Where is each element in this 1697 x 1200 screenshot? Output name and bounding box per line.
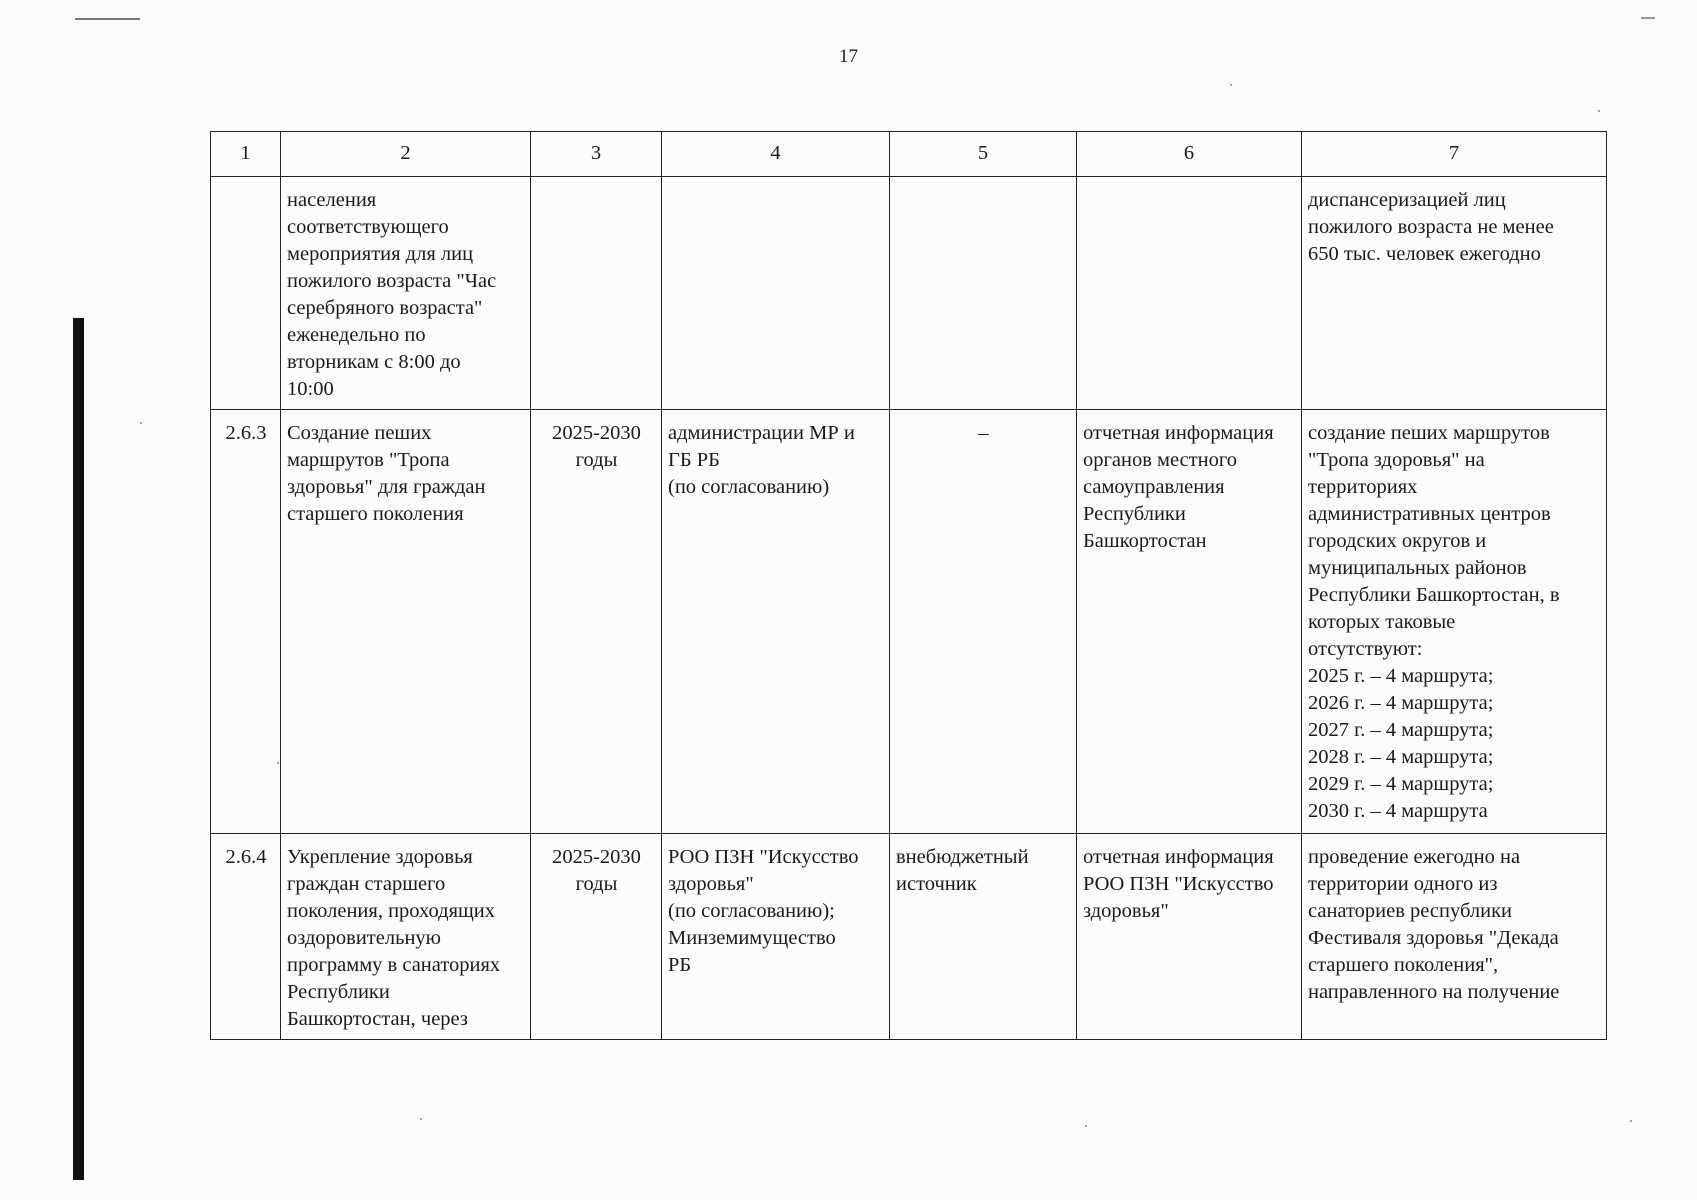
scan-speck	[1598, 110, 1600, 112]
cell-executor: администрации МР и ГБ РБ (по согласованию)	[662, 410, 890, 834]
plan-table	[210, 131, 1607, 1040]
table-header-row	[211, 132, 1607, 177]
scan-speck	[420, 1118, 422, 1120]
table-row	[211, 834, 1607, 1040]
cell-source: –	[890, 410, 1077, 834]
cell-measure: Создание пеших маршрутов "Тропа здоровья" для граждан старшего поколения	[281, 410, 531, 834]
column-header: 7	[1302, 132, 1607, 177]
scan-artifact-line	[75, 18, 140, 20]
cell-period	[531, 177, 662, 410]
cell-reporting: отчетная информация РОО ПЗН "Искусство здоровья"	[1077, 834, 1302, 1040]
scan-speck	[1085, 1125, 1087, 1127]
cell-number: 2.6.4	[211, 834, 281, 1040]
cell-number: 2.6.3	[211, 410, 281, 834]
cell-executor	[662, 177, 890, 410]
cell-result: создание пеших маршрутов "Тропа здоровья" на территориях административных центров городских округов и муниципальных районов Республики Башкортостан, в которых таковые отсутствуют: 2025 г. – 4 маршрута; 2026 г. – 4 маршрута; 2027 г. – 4 маршрута; 2028 г. – 4 маршрута; 2029 г. – 4 маршрута; 2030 г. – 4 маршрута	[1302, 410, 1607, 834]
table-row	[211, 177, 1607, 410]
column-header: 3	[531, 132, 662, 177]
cell-executor: РОО ПЗН "Искусство здоровья" (по согласованию); Минземимущество РБ	[662, 834, 890, 1040]
scan-artifact-line	[1641, 17, 1655, 19]
scan-speck	[1230, 84, 1232, 86]
column-header: 1	[211, 132, 281, 177]
cell-reporting: отчетная информация органов местного самоуправления Республики Башкортостан	[1077, 410, 1302, 834]
cell-source	[890, 177, 1077, 410]
cell-number	[211, 177, 281, 410]
cell-result: диспансеризацией лиц пожилого возраста не менее 650 тыс. человек ежегодно	[1302, 177, 1607, 410]
column-header: 6	[1077, 132, 1302, 177]
column-header: 5	[890, 132, 1077, 177]
column-header: 4	[662, 132, 890, 177]
scan-speck	[140, 422, 142, 424]
cell-period: 2025-2030 годы	[531, 834, 662, 1040]
scan-binding-bar	[73, 318, 84, 1180]
scan-speck	[1630, 1120, 1632, 1122]
table-row	[211, 410, 1607, 834]
column-header: 2	[281, 132, 531, 177]
cell-measure: Укрепление здоровья граждан старшего поколения, проходящих оздоровительную программу в санаториях Республики Башкортостан, через	[281, 834, 531, 1040]
cell-source: внебюджетный источник	[890, 834, 1077, 1040]
cell-result: проведение ежегодно на территории одного из санаториев республики Фестиваля здоровья "Декада старшего поколения", направленного на получение	[1302, 834, 1607, 1040]
cell-period: 2025-2030 годы	[531, 410, 662, 834]
page-number: 17	[839, 46, 858, 67]
cell-measure: населения соответствующего мероприятия для лиц пожилого возраста "Час серебряного возраста" еженедельно по вторникам с 8:00 до 10:00	[281, 177, 531, 410]
cell-reporting	[1077, 177, 1302, 410]
